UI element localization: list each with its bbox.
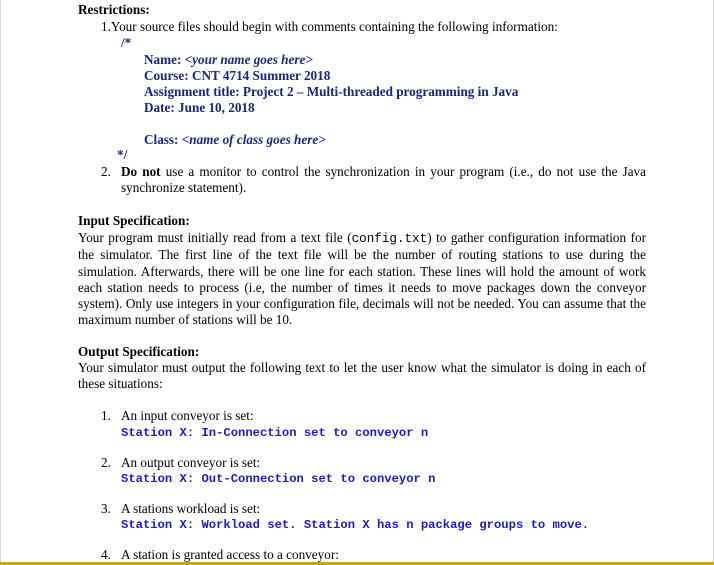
name-value: <your name goes here> (184, 52, 313, 67)
config-filename: config.txt (351, 232, 428, 246)
output-item-code: Station X: Out-Connection set to conveyor n (121, 472, 436, 486)
comment-open: /* (121, 35, 132, 50)
restrictions-item-2: Do not use a monitor to control the synchronization in your program (i.e., do not use the Java synchronize statement). (121, 164, 646, 196)
comment-close: */ (117, 147, 128, 162)
restrictions-item-2-num: 2. (101, 164, 111, 179)
output-item-label: A stations workload is set: (121, 501, 261, 516)
class-line (144, 132, 326, 148)
output-item-code: Station X: In-Connection set to conveyor n (121, 426, 429, 440)
restrictions-item-1: 1.Your source files should begin with comments containing the following information: (101, 19, 558, 34)
output-spec-intro: Your simulator must output the following text to let the user know what the simulator is doing in each of these situations: (78, 360, 646, 392)
date-line: Date: June 10, 2018 (144, 100, 255, 115)
output-item-label: An output conveyor is set: (121, 455, 261, 470)
class-label: Class: (144, 132, 182, 147)
name-label: Name: (144, 52, 185, 67)
output-item-num: 3. (101, 501, 111, 516)
output-item-label: An input conveyor is set: (121, 408, 254, 423)
do-not-emphasis: Do not (121, 164, 161, 179)
output-item-num: 2. (101, 455, 111, 470)
input-spec-heading: Input Specification: (78, 213, 190, 228)
output-spec-heading: Output Specification: (78, 344, 200, 359)
output-item-num: 4. (101, 547, 111, 562)
page-left-edge (0, 0, 1, 565)
output-item-code: Station X: Workload set. Station X has n package groups to move. (121, 518, 590, 532)
input-spec-body: Your program must initially read from a text file (config.txt) to gather configuration information for the simulator. The first line of the text file will be the number of routing stations to use during the simulation. Afterwards, there will be one line for each station. These lines will hold the amount of work each station needs to process (i.e, the number of times it needs to move packages down the conveyor system). Only use integers in your configuration file, decimals will not be needed. You can assume that the maximum number of stations will be 10. (78, 230, 647, 328)
restrictions-heading: Restrictions: (78, 2, 150, 17)
output-item-label: A station is granted access to a conveyor: (121, 547, 339, 562)
class-value: <name of class goes here> (181, 132, 326, 147)
course-line: Course: CNT 4714 Summer 2018 (144, 68, 331, 83)
assignment-line: Assignment title: Project 2 – Multi-threaded programming in Java (144, 84, 519, 99)
output-item-num: 1. (101, 408, 111, 423)
name-line (144, 52, 313, 68)
